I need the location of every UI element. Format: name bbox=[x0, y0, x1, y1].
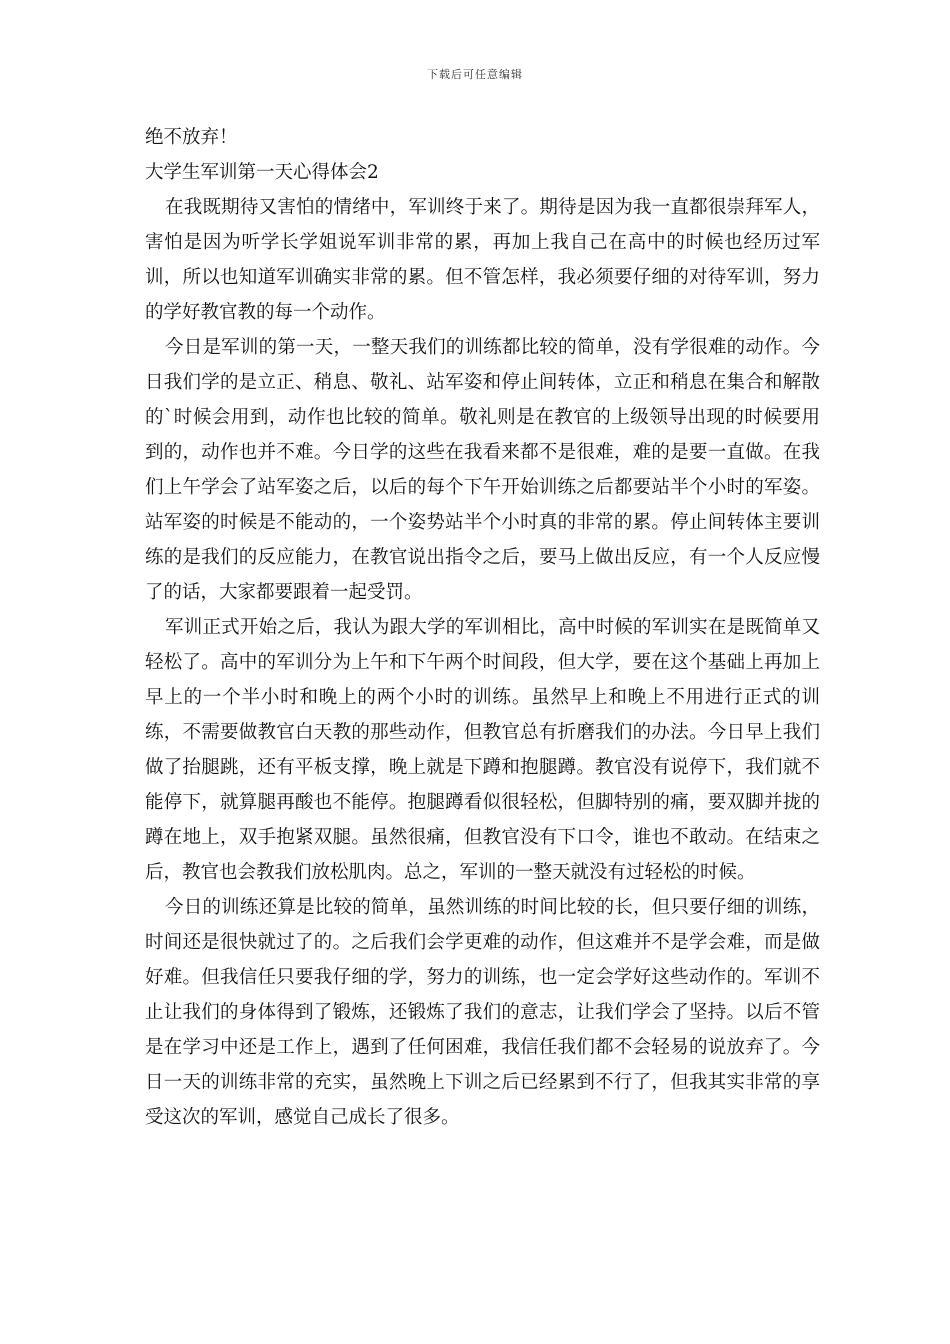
paragraph-2: 今日是军训的第一天，一整天我们的训练都比较的简单，没有学很难的动作。今日我们学的是立正、稍息、敬礼、站军姿和停止间转体，立正和稍息在集合和解散的`时候会用到，动作也比较的简单。敬礼则是在教官的上级领导出现的时候要用到的，动作也并不难。今日学的这些在我看来都不是很难，难的是要一直做。在我们上午学会了站军姿之后，以后的每个下午开始训练之后都要站半个小时的军姿。站军姿的时候是不能动的，一个姿势站半个小时真的非常的累。停止间转体主要训练的是我们的反应能力，在教官说出指令之后，要马上做出反应，有一个人反应慢了的话，大家都要跟着一起受罚。 bbox=[145, 337, 820, 603]
closing-line: 绝不放弃！ bbox=[145, 127, 238, 148]
section-title: 大学生军训第一天心得体会2 bbox=[145, 162, 379, 183]
document-body bbox=[145, 120, 820, 1135]
paragraph-4: 今日的训练还算是比较的简单，虽然训练的时间比较的长，但只要仔细的训练，时间还是很快就过了的。之后我们会学更难的动作，但这难并不是学会难，而是做好难。但我信任只要我仔细的学，努力的训练，也一定会学好这些动作的。军训不止让我们的身体得到了锻炼，还锻炼了我们的意志，让我们学会了坚持。以后不管是在学习中还是工作上，遇到了任何困难，我信任我们都不会轻易的说放弃了。今日一天的训练非常的充实，虽然晚上下训之后已经累到不行了，但我其实非常的享受这次的军训，感觉自己成长了很多。 bbox=[145, 897, 820, 1128]
paragraph-1: 在我既期待又害怕的情绪中，军训终于来了。期待是因为我一直都很崇拜军人，害怕是因为听学长学姐说军训非常的累，再加上我自己在高中的时候也经历过军训，所以也知道军训确实非常的累。但不管怎样，我必须要仔细的对待军训，努力的学好教官教的每一个动作。 bbox=[145, 197, 820, 323]
paragraph-3: 军训正式开始之后，我认为跟大学的军训相比，高中时候的军训实在是既简单又轻松了。高中的军训分为上午和下午两个时间段，但大学，要在这个基础上再加上早上的一个半小时和晚上的两个小时的训练。虽然早上和晚上不用进行正式的训练，不需要做教官白天教的那些动作，但教官总有折磨我们的办法。今日早上我们做了抬腿跳，还有平板支撑，晚上就是下蹲和抱腿蹲。教官没有说停下，我们就不能停下，就算腿再酸也不能停。抱腿蹲看似很轻松，但脚特别的痛，要双脚并拢的蹲在地上，双手抱紧双腿。虽然很痛，但教官没有下口令，谁也不敢动。在结束之后，教官也会教我们放松肌肉。总之，军训的一整天就没有过轻松的时候。 bbox=[145, 617, 820, 883]
header-note: 下载后可任意编辑 bbox=[427, 68, 523, 81]
